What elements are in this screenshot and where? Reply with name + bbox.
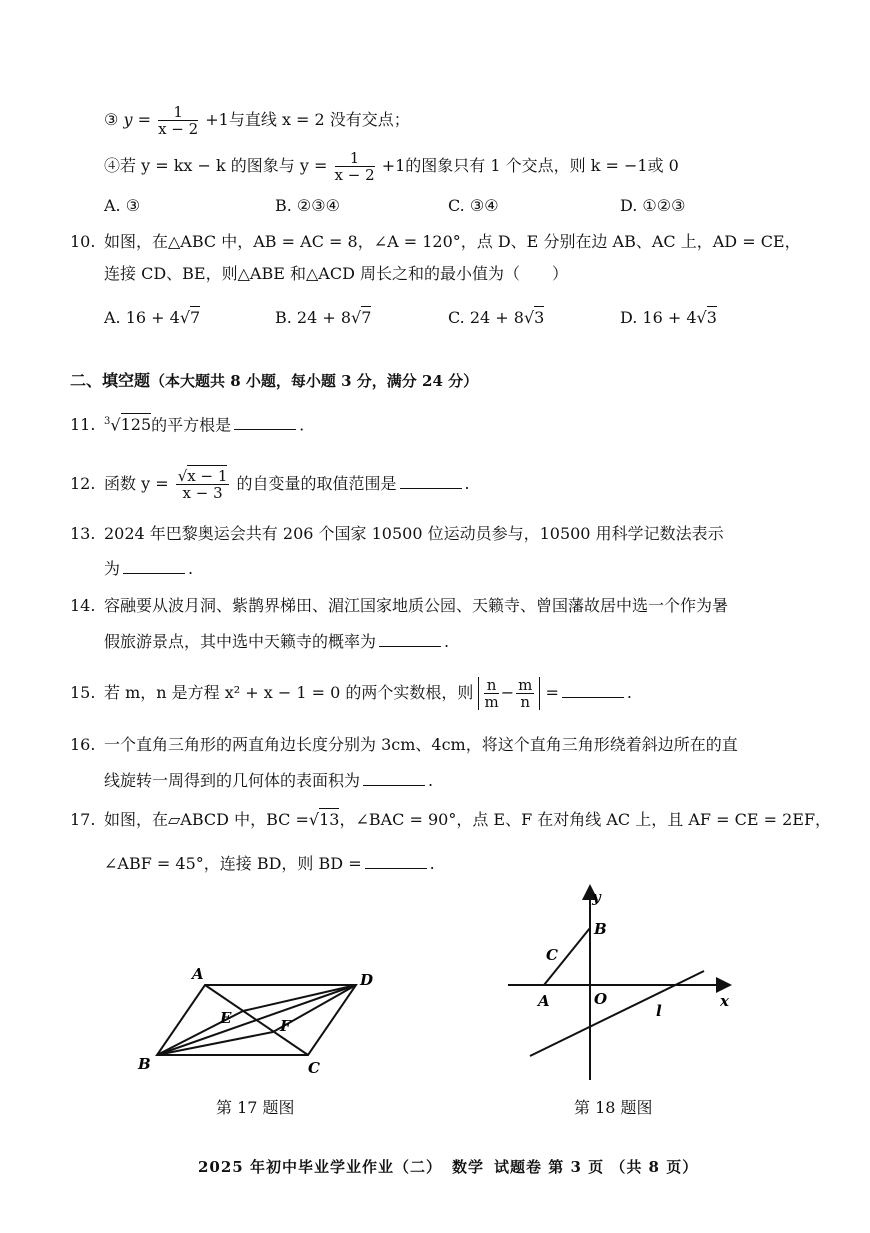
numerator: 1 — [335, 150, 375, 167]
question-number: 16. — [70, 735, 96, 754]
figure-17 — [120, 955, 390, 1085]
figure-17-caption: 第 17 题图 — [216, 1098, 295, 1117]
period: . — [626, 683, 632, 702]
question-text: 的自变量的取值范围是 — [236, 474, 397, 493]
item-marker: ③ — [104, 110, 119, 129]
fraction — [176, 468, 230, 501]
option-text: D. 16 + 4 — [620, 308, 697, 327]
equals: = — [545, 683, 559, 702]
numerator: 1 — [158, 104, 198, 121]
section-note: （本大题共 8 小题，每小题 3 分，满分 24 分） — [150, 372, 479, 390]
question-number: 14. — [70, 596, 96, 615]
section-title: 二、填空题 — [70, 371, 151, 390]
answer-blank[interactable] — [379, 628, 441, 647]
question-text: 2024 年巴黎奥运会共有 206 个国家 10500 位运动员参与，10500 用科学记数法表示 — [104, 524, 724, 543]
q13-line1 — [70, 522, 724, 546]
fraction — [335, 150, 375, 183]
denominator: x − 3 — [182, 484, 223, 502]
period: . — [428, 771, 434, 790]
numerator: m — [518, 676, 533, 694]
label-c: C — [546, 946, 558, 964]
answer-blank[interactable] — [123, 555, 185, 574]
question-number: 17. — [70, 810, 96, 829]
q10-line1 — [70, 230, 801, 254]
q10-line2: 连接 CD、BE，则△ABE 和△ACD 周长之和的最小值为（ ） — [104, 264, 568, 283]
q13-line2 — [104, 555, 193, 581]
q16-line1 — [70, 733, 738, 757]
fraction — [158, 104, 198, 137]
question-number: 12. — [70, 474, 96, 493]
question-text: 假旅游景点，其中选中天籁寺的概率为 — [104, 632, 377, 651]
answer-blank[interactable] — [400, 470, 462, 489]
question-text: 若 m，n 是方程 x² + x − 1 = 0 的两个实数根，则 — [104, 683, 474, 702]
q10-option-b: B. 24 + 8√7 — [275, 308, 372, 327]
label-f: F — [280, 1017, 291, 1035]
label-o: O — [594, 990, 608, 1008]
q9-item3 — [104, 104, 410, 137]
radicand: 3 — [706, 308, 717, 327]
question-text: 如图，在▱ABCD 中，BC = — [104, 810, 309, 829]
question-text: 函数 y = — [104, 474, 169, 493]
fraction — [516, 677, 534, 710]
period: . — [444, 632, 450, 651]
question-number: 11. — [70, 415, 96, 435]
radicand: 13 — [319, 810, 340, 829]
item-text: +1的图象只有 1 个交点，则 k = −1或 0 — [381, 156, 679, 175]
section-heading — [70, 369, 478, 393]
label-a: A — [192, 965, 204, 983]
q10-option-c: C. 24 + 8√3 — [448, 308, 545, 327]
q12 — [70, 468, 470, 501]
answer-blank[interactable] — [562, 679, 624, 698]
q11: 11. $^3$√125的平方根是 . — [70, 410, 304, 437]
q15 — [70, 677, 632, 710]
footer-subject: 数学 — [451, 1158, 484, 1176]
label-y: y — [592, 888, 601, 906]
radicand: 7 — [361, 308, 372, 327]
question-text: ∠ABF = 45°，连接 BD，则 BD = — [104, 854, 362, 873]
period: . — [299, 415, 305, 435]
q9-option-a: A. ③ — [104, 196, 141, 215]
q14-line1 — [70, 594, 728, 618]
question-number: 15. — [70, 683, 96, 702]
label-l: l — [656, 1002, 662, 1020]
radicand: 125 — [120, 415, 152, 435]
figure-18 — [500, 880, 750, 1080]
q9-option-b: B. ②③④ — [275, 196, 340, 215]
item-text: ④若 y = kx − k 的图象与 y = — [104, 156, 328, 175]
period: . — [429, 854, 435, 873]
denominator: n — [520, 693, 531, 711]
period: . — [188, 559, 194, 578]
label-c: C — [308, 1059, 320, 1077]
denominator: x − 2 — [158, 120, 199, 138]
math-text: y = — [123, 110, 151, 129]
absolute-value: $\frac{n}{m}$ − $\frac{m}{n}$ — [478, 677, 540, 710]
q10-option-d: D. 16 + 4√3 — [620, 308, 717, 327]
question-number: 10. — [70, 232, 96, 251]
item-text: +1与直线 x = 2 没有交点； — [205, 110, 410, 129]
q9-option-c: C. ③④ — [448, 196, 499, 215]
numerator: n — [484, 677, 498, 694]
label-b: B — [594, 920, 607, 938]
footer-page-info: 试题卷 第 3 页 （共 8 页） — [494, 1158, 699, 1176]
root-index: 3 — [104, 416, 111, 427]
radicand: 7 — [190, 308, 201, 327]
radicand: 3 — [534, 308, 545, 327]
numerator: √x − 1 — [177, 467, 228, 485]
question-text: 为 — [104, 559, 121, 578]
fraction — [484, 677, 498, 710]
label-b: B — [138, 1055, 151, 1073]
q17-line2 — [104, 850, 435, 876]
label-e: E — [220, 1009, 232, 1027]
option-text: C. 24 + 8 — [448, 308, 524, 327]
question-text: 容融要从波月洞、紫鹊界梯田、湄江国家地质公园、天籁寺、曾国藩故居中选一个作为暑 — [104, 596, 729, 615]
label-x: x — [720, 992, 729, 1010]
radicand: x − 1 — [187, 467, 228, 485]
option-text: B. 24 + 8 — [275, 308, 352, 327]
question-text: ，∠BAC = 90°，点 E、F 在对角线 AC 上，且 AF = CE = 2EF， — [339, 810, 832, 829]
footer-exam-title: 2025 年初中毕业学业作业（二） — [198, 1158, 442, 1176]
label-a: A — [538, 992, 550, 1010]
q17-line1: 17. 如图，在▱ABCD 中，BC =√13，∠BAC = 90°，点 E、F 在对角线 AC 上，且 AF = CE = 2EF， — [70, 808, 831, 832]
segment-ed — [243, 985, 356, 1011]
diagonal-bd — [157, 985, 356, 1055]
line-l — [530, 971, 704, 1056]
figure-18-caption: 第 18 题图 — [574, 1098, 653, 1117]
q10-option-a: A. 16 + 4√7 — [104, 308, 201, 327]
question-number: 13. — [70, 524, 96, 543]
denominator: m — [484, 693, 499, 711]
q9-item4 — [104, 150, 679, 183]
q16-line2 — [104, 767, 433, 793]
question-text: 如图，在△ABC 中，AB = AC = 8，∠A = 120°，点 D、E 分别在边 AB、AC 上，AD = CE， — [104, 232, 801, 251]
option-text: A. 16 + 4 — [104, 308, 180, 327]
denominator: x − 2 — [334, 166, 375, 184]
answer-blank[interactable] — [363, 767, 425, 786]
question-text: 的平方根是 — [151, 415, 232, 435]
question-text: 一个直角三角形的两直角边长度分别为 3cm、4cm，将这个直角三角形绕着斜边所在的直 — [104, 735, 738, 754]
answer-blank[interactable] — [234, 411, 296, 430]
q14-line2 — [104, 628, 449, 654]
answer-blank[interactable] — [365, 850, 427, 869]
page-footer — [198, 1156, 698, 1177]
label-d: D — [360, 971, 374, 989]
question-text: 线旋转一周得到的几何体的表面积为 — [104, 771, 361, 790]
q9-option-d: D. ①②③ — [620, 196, 686, 215]
period: . — [464, 474, 470, 493]
